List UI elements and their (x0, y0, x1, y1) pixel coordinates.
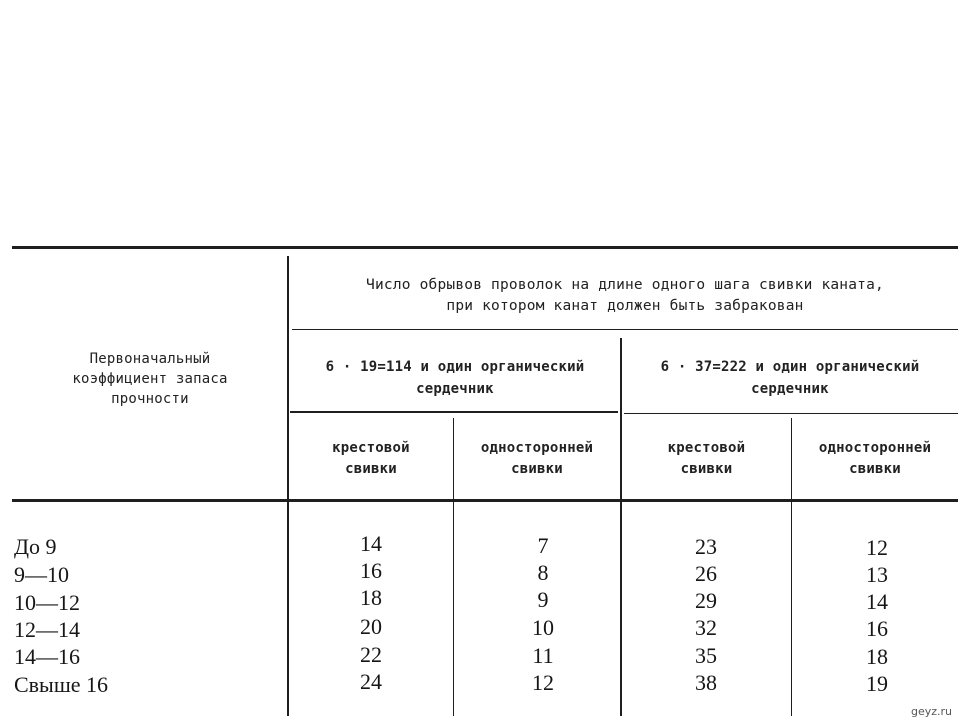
column-header-6x37-cross (624, 438, 789, 480)
table-cell: 8 (537, 560, 549, 585)
table-cell: 10 (532, 615, 554, 640)
col1-header-line-1: крестовой (332, 440, 410, 456)
left-column-divider (287, 256, 289, 716)
col2-header-line-1: односторонней (480, 440, 594, 456)
subgroup-6x37-line-2: сердечник (751, 381, 829, 397)
col4-header-line-1: односторонней (818, 440, 932, 456)
table-cell: 38 (695, 670, 717, 695)
subgroup-divider (620, 338, 622, 716)
row-label: Свыше 16 (14, 672, 109, 697)
group-header-line-2: при котором канат должен быть забракован (446, 298, 804, 314)
table-cell: 12 (866, 535, 888, 560)
subgroup-rule-right (624, 413, 958, 414)
table-cell: 16 (866, 616, 888, 641)
table-cell: 22 (360, 642, 382, 667)
col2-header-line-2: свивки (511, 461, 563, 477)
table-cell: 23 (695, 534, 717, 559)
group-header-rule (292, 329, 958, 330)
row-label: До 9 (14, 534, 57, 559)
table-top-rule (12, 246, 958, 249)
left-header-line-3: прочности (111, 391, 189, 407)
row-label: 10—12 (14, 590, 80, 615)
watermark: geyz.ru (910, 705, 952, 718)
column-divider-1 (453, 418, 454, 716)
group-header (300, 275, 950, 317)
column-header-6x19-cross (292, 438, 450, 480)
column-header-6x37-lang (794, 438, 956, 480)
subgroup-6x19-line-1: 6 · 19=114 и один органический (325, 359, 585, 375)
table-cell: 14 (360, 531, 382, 556)
row-label: 14—16 (14, 644, 80, 669)
table-cell: 7 (537, 533, 549, 558)
table-cell: 9 (537, 587, 549, 612)
header-bottom-rule (12, 499, 958, 502)
subgroup-rule-left (290, 411, 618, 413)
table-cell: 26 (695, 561, 717, 586)
table-cell: 20 (360, 614, 382, 639)
table-cell: 32 (695, 615, 717, 640)
col4-header-line-2: свивки (849, 461, 901, 477)
column-divider-2 (791, 418, 792, 716)
col1-header-line-2: свивки (345, 461, 397, 477)
table-cell: 16 (360, 558, 382, 583)
row-label: 9—10 (14, 562, 69, 587)
table-cell: 29 (695, 588, 717, 613)
subgroup-header-6x37 (630, 356, 950, 400)
left-header-line-1: Первоначальный (89, 351, 211, 367)
table-cell: 12 (532, 670, 554, 695)
col3-header-line-1: крестовой (667, 440, 746, 456)
table-cell: 18 (866, 644, 888, 669)
col3-header-line-2: свивки (680, 461, 733, 477)
table-cell: 19 (866, 671, 888, 696)
table-cell: 35 (695, 643, 717, 668)
table-cell: 18 (360, 585, 382, 610)
column-header-6x19-lang (456, 438, 618, 480)
table-cell: 11 (532, 643, 554, 668)
subgroup-header-6x19 (300, 356, 610, 400)
table-cell: 13 (866, 562, 888, 587)
row-label: 12—14 (14, 617, 80, 642)
table-cell: 24 (360, 669, 382, 694)
subgroup-6x19-line-2: сердечник (416, 381, 494, 397)
group-header-line-1: Число обрывов проволок на длине одного шага свивки каната, (366, 277, 884, 293)
left-header-line-2: коэффициент запаса (72, 371, 228, 387)
left-header (30, 349, 270, 409)
subgroup-6x37-line-1: 6 · 37=222 и один органический (660, 359, 920, 375)
table-cell: 14 (866, 589, 888, 614)
